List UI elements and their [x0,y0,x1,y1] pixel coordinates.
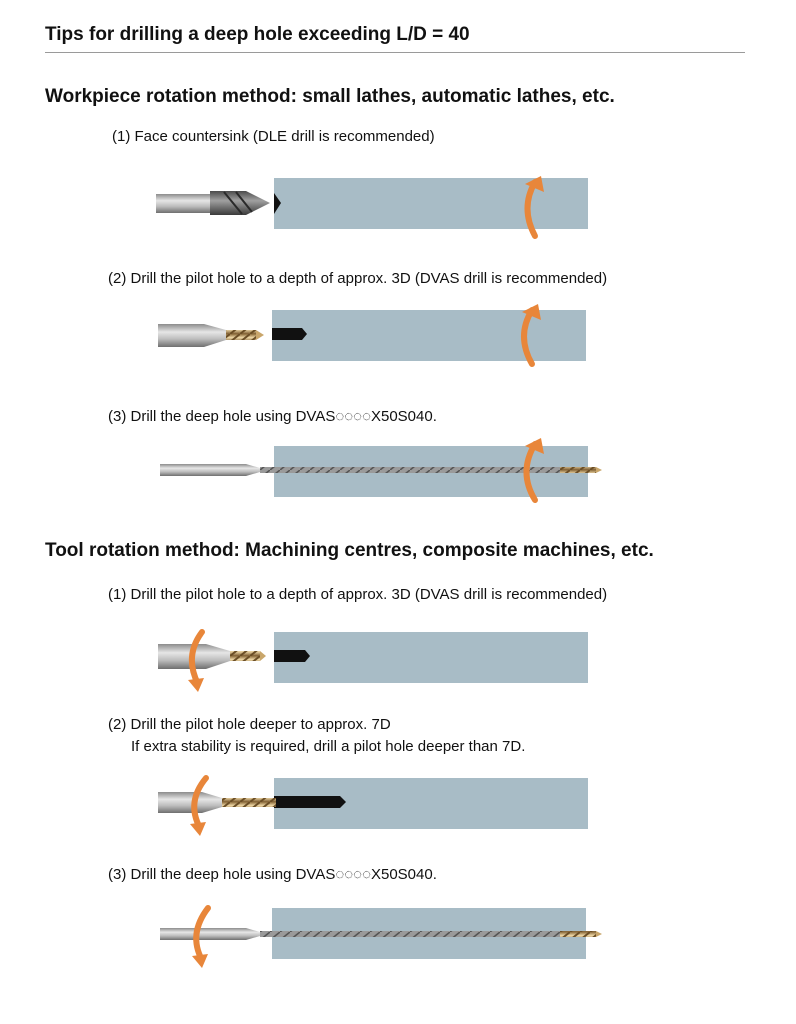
figure-face-countersink [150,170,600,250]
workpiece-block [274,632,588,683]
drill-flute [260,467,560,473]
figure-pilot-hole-3d [150,302,600,372]
drill-shank [160,928,246,940]
page-title: Tips for drilling a deep hole exceeding L/D = 40 [45,24,470,45]
drill-shank [160,464,246,476]
figure-tool-pilot-7d [150,770,600,840]
drill-shank [158,644,206,669]
drill-shank [158,324,204,347]
figure-tool-pilot-3d [150,624,600,694]
section-heading-tool-rotation: Tool rotation method: Machining centres, composite machines, etc. [45,540,654,561]
drill-flute [230,651,260,661]
drill-flute [226,330,256,340]
pilot-hole [274,796,346,808]
step-text-tool-1: (1) Drill the pilot hole to a depth of approx. 3D (DVAS drill is recommended) [108,586,608,603]
drill-flute [222,798,276,807]
step-text-tool-2: (2) Drill the pilot hole deeper to approx. 7D [108,716,391,733]
drill-shank [156,194,210,213]
step-text-tool-2-note: If extra stability is required, drill a pilot hole deeper than 7D. [131,738,526,755]
drill-flute [260,931,560,937]
step-text-tool-3: (3) Drill the deep hole using DVAS◌◌◌◌X50S040. [108,866,437,883]
step-text-workpiece-1: (1) Face countersink (DLE drill is recommended) [112,128,435,145]
section-heading-workpiece-rotation: Workpiece rotation method: small lathes, automatic lathes, etc. [45,86,615,107]
title-divider [45,52,745,53]
step-text-workpiece-3: (3) Drill the deep hole using DVAS◌◌◌◌X50S040. [108,408,437,425]
figure-deep-hole-workpiece [150,438,610,508]
step-text-workpiece-2: (2) Drill the pilot hole to a depth of approx. 3D (DVAS drill is recommended) [108,270,608,287]
pilot-hole [272,328,307,340]
pilot-hole [274,650,310,662]
figure-deep-hole-tool [150,900,610,970]
